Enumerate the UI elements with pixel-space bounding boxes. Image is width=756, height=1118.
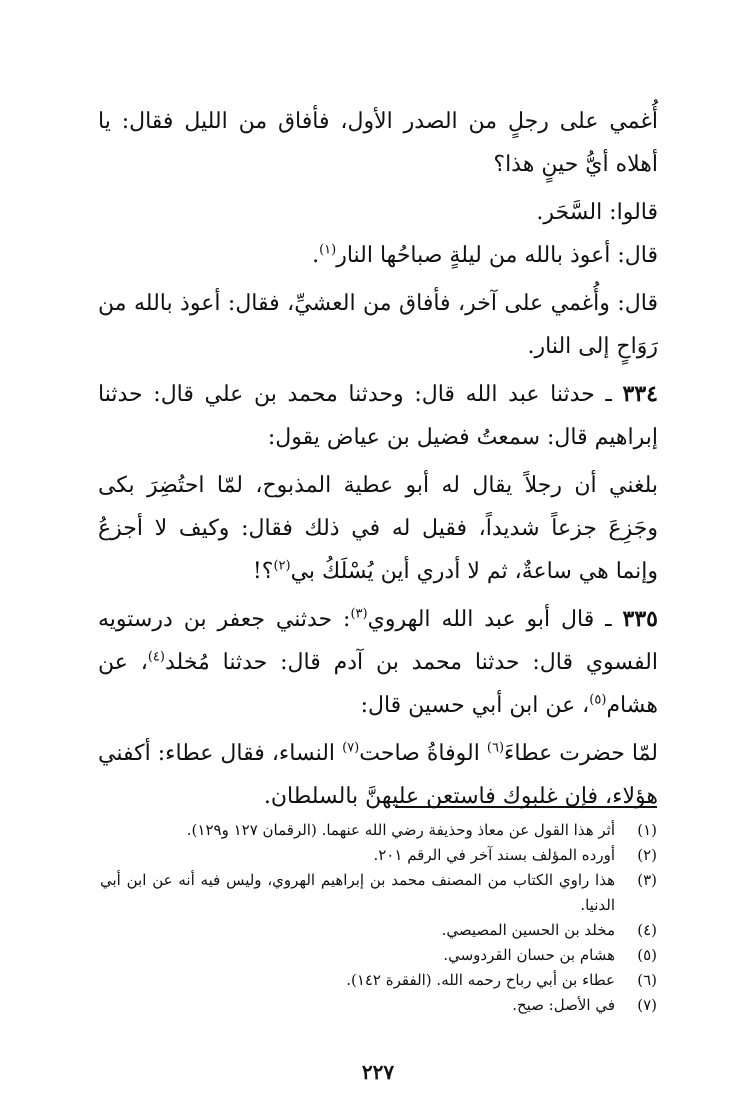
footnote-1: (١) أثر هذا القول عن معاذ وحذيفة رضي الله عنهما. (الرقمان ١٢٧ و١٢٩). — [186, 821, 657, 839]
footnote-5: (٥) هشام بن حسان القردوسي. — [443, 946, 657, 964]
footnote-ref: (٦) — [486, 740, 505, 756]
paragraph-3: قال: أعوذ بالله من ليلةٍ صباحُها النار$^{(١)}$. — [312, 242, 658, 268]
footnote-6: (٦) عطاء بن أبي رباح رحمه الله. (الفقرة ١٤٢). — [346, 971, 657, 989]
footnote-ref: (١) — [319, 242, 337, 258]
hadith-number: ٣٣٤ — [622, 381, 658, 407]
paragraph-2: قالوا: السَّحَر. — [536, 200, 658, 225]
paragraph-4: قال: وأُغمي على آخر، فأفاق من العشيِّ، فقال: أعوذ بالله من رَوَاحٍ إلى النار. — [98, 291, 658, 359]
footnote-ref: (٧) — [342, 740, 360, 756]
footnote-4: (٤) مخلد بن الحسين المصيصي. — [441, 921, 657, 939]
hadith-number: ٣٣٥ — [622, 606, 658, 632]
footnote-ref: (٤) — [147, 649, 165, 665]
paragraph-5: ٣٣٤ ـ حدثنا عبد الله قال: وحدثنا محمد بن علي قال: حدثنا إبراهيم قال: سمعتُ فضيل بن عياض يقول: — [98, 381, 658, 450]
main-text — [98, 100, 658, 823]
paragraph-1: أُغمي على رجلٍ من الصدر الأول، فأفاق من الليل فقال: يا أهلاه أيُّ حينٍ هذا؟ — [98, 109, 658, 177]
paragraph-7: ٣٣٥ ـ قال أبو عبد الله الهروي$^{(٣)}$: حدثني جعفر بن درستويه الفسوي قال: حدثنا محمد بن آدم قال: حدثنا مُخلد$^{(٤)}$، عن هشام$^{(٥)}$، عن ابن أبي حسين قال: — [98, 606, 658, 718]
paragraph-6: بلغني أن رجلاً يقال له أبو عطية المذبوح، لمّا احتُضِرَ بكى وجَزِعَ جزعاً شديداً، فقيل له في ذلك فقال: وكيف لا أجزعُ وإنما هي ساعةٌ، ثم لا أدري أين يُسْلَكُ بي$^{(٢)}$؟! — [98, 473, 658, 584]
footnote-3: (٣) هذا راوي الكتاب من المصنف محمد بن إبراهيم الهروي، وليس فيه أنه عن ابن أبي الدنيا. — [100, 871, 657, 914]
footnote-ref: (٢) — [273, 558, 291, 574]
page-number: ٢٢٧ — [361, 1060, 395, 1084]
footnotes — [100, 818, 657, 1018]
footnote-2: (٢) أورده المؤلف بسند آخر في الرقم ٢٠١. — [373, 846, 657, 864]
footnote-ref: (٥) — [589, 692, 607, 708]
footnote-ref: (٣) — [350, 606, 368, 622]
footnote-7: (٧) في الأصل: صيح. — [512, 996, 657, 1014]
paragraph-8: لمّا حضرت عطاءَ$^{(٦)}$ الوفاةُ صاحت$^{(٧)}$ النساء، فقال عطاء: أكفني هؤلاء، فإن غلبوك فاستعن عليهنَّ بالسلطان. — [98, 740, 658, 809]
footnote-divider — [395, 806, 657, 808]
